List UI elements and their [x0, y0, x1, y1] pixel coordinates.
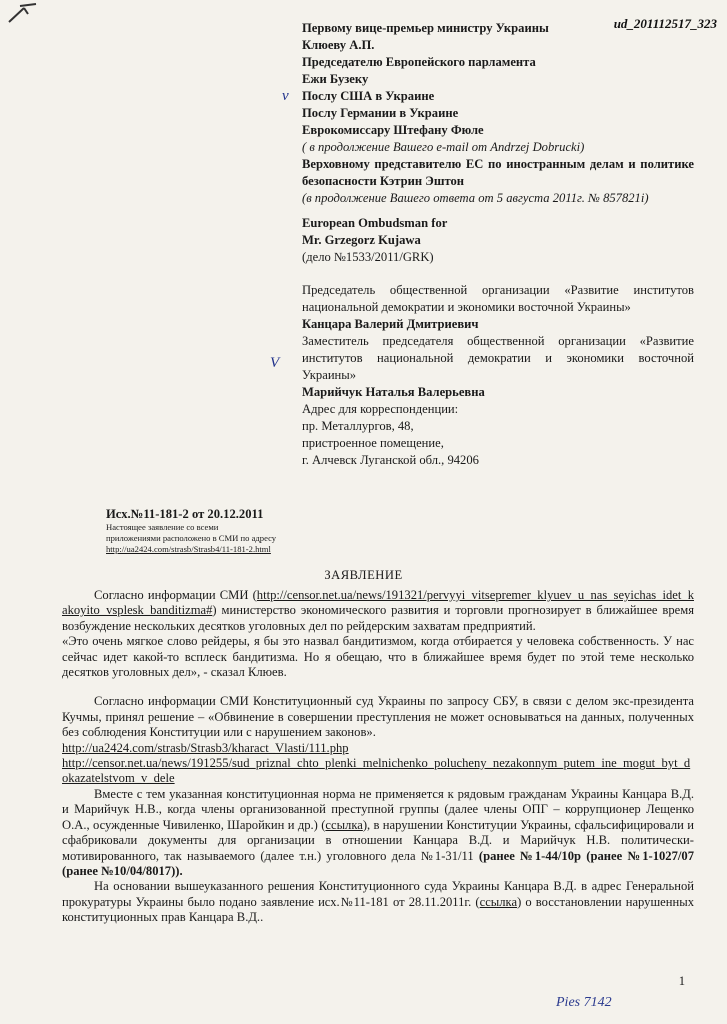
- handwritten-tick-icon: V: [270, 355, 280, 371]
- statement-body: [62, 588, 694, 926]
- sender-line: г. Алчевск Луганской обл., 94206: [302, 453, 479, 467]
- case-numbers: (ранее №1-44/10р (ранее №1-1027/07 (ранее №10/04/8017)).: [62, 848, 694, 878]
- recipient-line: Еврокомиссару Штефану Фюле: [302, 123, 484, 137]
- body-text: ) о восстановлении нарушенных конституционных прав Канцара В.Д..: [62, 894, 694, 925]
- handwritten-note: Pies 7142: [556, 995, 612, 1010]
- sender-line: Канцара Валерий Дмитриевич: [302, 317, 479, 331]
- sender-line: Марийчук Наталья Валерьевна: [302, 385, 485, 399]
- recipient-line: Председателю Европейского парламента: [302, 55, 536, 69]
- recipient-line: Первому вице-премьер министру Украины: [302, 21, 549, 35]
- sender-line: Председатель общественной организации «Развитие институтов национальной демократии и экономики восточной Украины»: [302, 283, 694, 314]
- recipient-line: (в продолжение Вашего ответа от 5 августа 2011г. № 857821i): [302, 191, 649, 205]
- link-ssylka[interactable]: ссылка: [479, 894, 518, 909]
- recipient-line: ( в продолжение Вашего e-mail от Andrzej Dobrucki): [302, 140, 585, 154]
- source-link[interactable]: http://censor.net.ua/news/191255/sud_priznal_chto_plenki_melnichenko_polucheny_nezakonnym_putem_ine_mogut_byt_dokazatelstvom_v_dele: [62, 756, 691, 786]
- sender-line: Адрес для корреспонденции:: [302, 402, 459, 416]
- outgoing-reference: [106, 506, 306, 555]
- body-paragraph: [62, 588, 694, 634]
- recipient-line: Послу Германии в Украине: [302, 106, 459, 120]
- body-paragraph: Согласно информации СМИ Конституционный суд Украины по запросу СБУ, в связи с делом экс-президента Кучмы, принял решение – «Обвинение в совершении преступления не может основываться на данных, полученных без соблюдения Конституции или с нарушением законов».: [62, 694, 694, 740]
- sender-line: пр. Металлургов, 48,: [302, 419, 414, 433]
- sender-line: пристроенное помещение,: [302, 436, 444, 450]
- recipients-block: [302, 20, 694, 266]
- body-text: На основании вышеуказанного решения Конституционного суда Украины Канцара В.Д. в адрес Генеральной прокуратуры Украины было подано заявление исх.№11-181 от 28.11.2011г. (: [62, 879, 694, 909]
- recipient-line: Клюеву А.П.: [302, 38, 375, 52]
- reference-link[interactable]: http://ua2424.com/strasb/Strasb4/11-181-2.html: [106, 544, 271, 554]
- source-link[interactable]: http://censor.net.ua/news/191321/pervyyi_vitsepremer_klyuev_u_nas_seyichas_idet_kakoyito_vsplesk_banditizma#: [62, 588, 694, 618]
- reference-number: Исх.№11-181-2 от 20.12.2011: [106, 507, 264, 521]
- source-link[interactable]: http://ua2424.com/strasb/Strasb3/kharact_Vlasti/111.php: [62, 740, 349, 755]
- document-title: ЗАЯВЛЕНИЕ: [324, 568, 403, 582]
- document-id: ud_201112517_323: [613, 16, 717, 31]
- sender-line: Заместитель председателя общественной организации «Развитие институтов национальной демократии и экономики восточной Украины»: [302, 334, 694, 382]
- recipient-line: Ежи Бузеку: [302, 72, 369, 86]
- body-text: Вместе с тем указанная конституционная норма не применяется к рядовым гражданам Украины Канцара В.Д. и Марийчук Н.В., когда члены организованной преступной группы (далее члены ОПГ – коррупционер Лещенко О.А., осужденные Чивиленко, Шаройкин и др.) (: [62, 786, 694, 832]
- body-text: ) министерство экономического развития и торговли прогнозирует в ближайшее время возбуждение нескольких десятков уголовных дел по рейдерским захватам предприятий.: [62, 603, 694, 633]
- recipient-line: (дело №1533/2011/GRK): [302, 250, 434, 264]
- recipient-line: Послу США в Украине: [302, 89, 435, 103]
- body-text: Согласно информации СМИ (: [94, 588, 257, 602]
- page-number: 1: [678, 974, 685, 988]
- body-text: ), в нарушении Конституции Украины, сфальсифицировали и сфабриковали документы для организации в отношении Канцара В.Д. и Марийчук Н.В. политически-мотивированного, так называемого (далее т.н.) уголовного дела №1-31/11: [62, 817, 694, 863]
- link-ssylka[interactable]: ссылка: [325, 817, 363, 832]
- quote-paragraph: «Это очень мягкое слово рейдеры, я бы это назвал бандитизмом, когда отбирается у человека собственность. У нас сейчас идет какой-то всплеск бандитизма. Но я обещаю, что в ближайшее время будет по этой теме несколько десятков уголовных дел», - сказал Клюев.: [62, 634, 694, 680]
- body-paragraph: [62, 787, 694, 879]
- body-paragraph: [62, 879, 694, 925]
- reference-note-line: приложениями расположено в СМИ по адресу: [106, 533, 277, 543]
- handwritten-tick-icon: ν: [282, 88, 289, 104]
- handwritten-mark-icon: [6, 2, 50, 26]
- recipient-line: European Ombudsman for: [302, 216, 448, 230]
- reference-note-line: Настоящее заявление со всеми: [106, 522, 219, 532]
- address-block: [302, 20, 694, 469]
- recipient-line: Mr. Grzegorz Kujawa: [302, 233, 421, 247]
- recipient-line: Верховному представителю ЕС по иностранным делам и политике безопасности Кэтрин Эштон: [302, 157, 694, 188]
- senders-block: [302, 282, 694, 469]
